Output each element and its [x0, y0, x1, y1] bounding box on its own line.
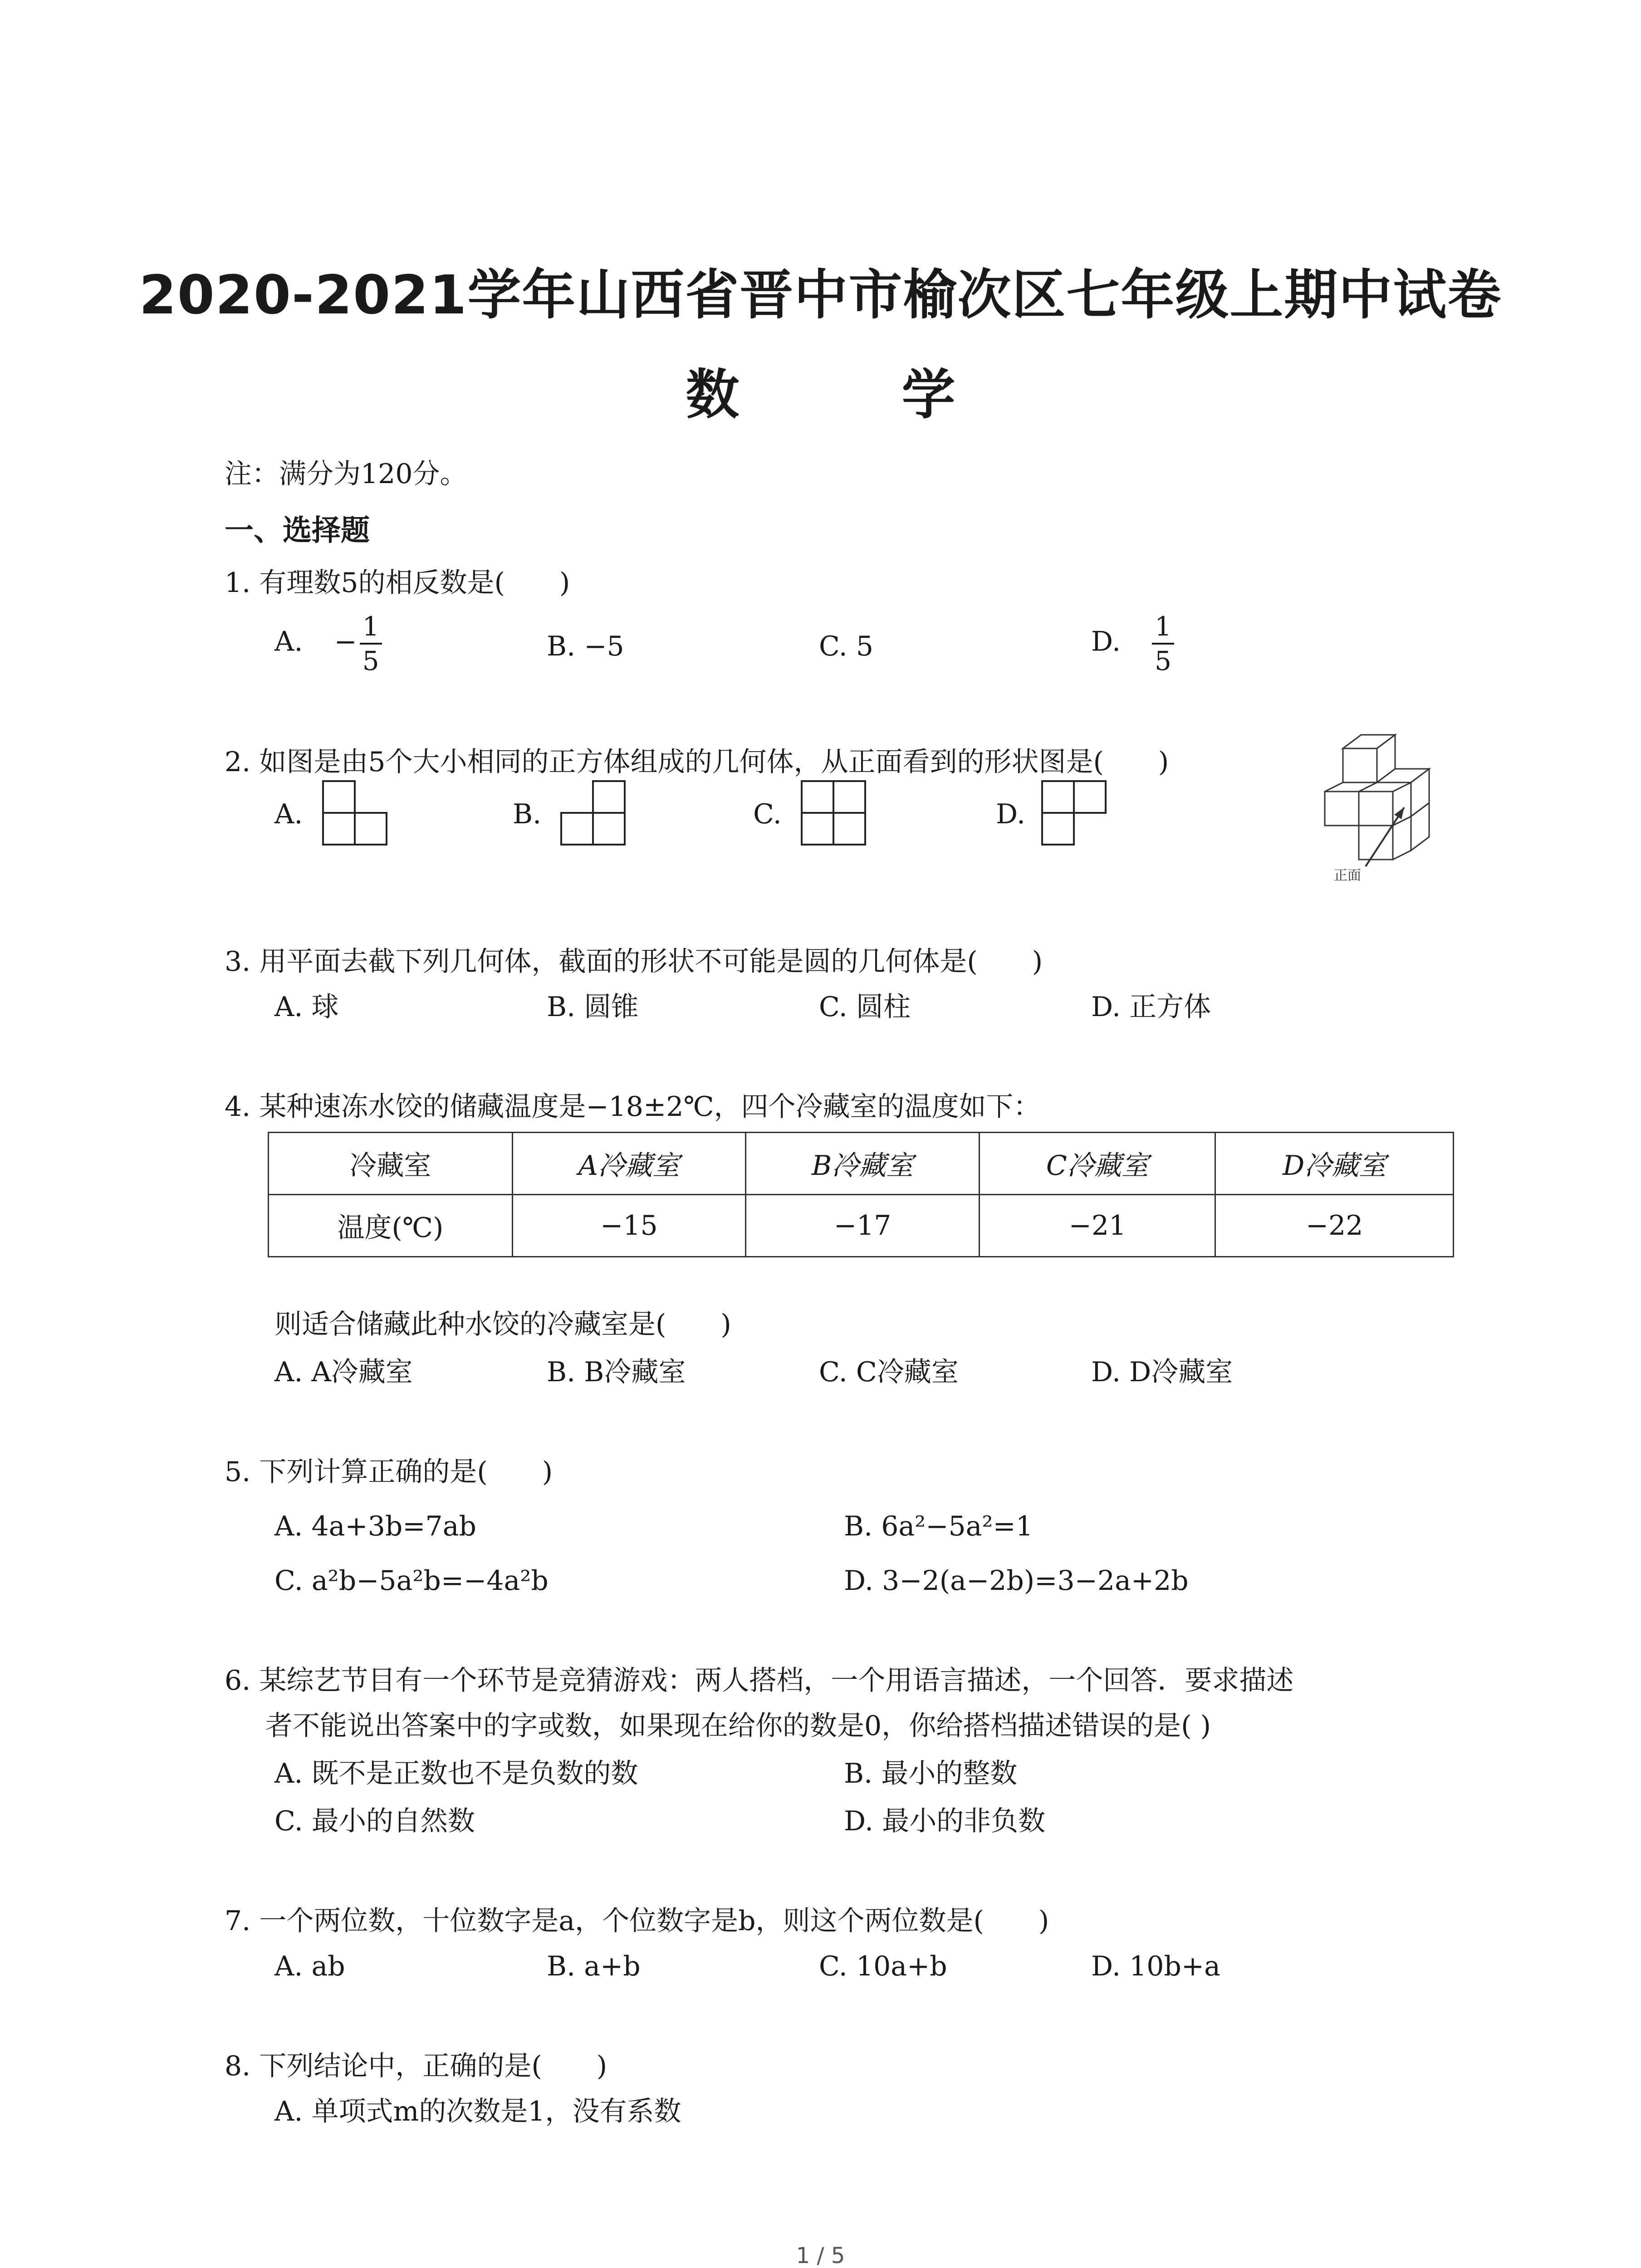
table-cell: 冷藏室: [269, 1133, 513, 1195]
fraction: [360, 610, 382, 677]
table-row: [269, 1195, 1454, 1257]
question-6-stem-line-1: 6. 某综艺节目有一个环节是竞猜游戏：两人搭档，一个用语言描述，一个回答．要求描述: [225, 1665, 1294, 1696]
option-a-view-shape: [322, 780, 390, 848]
question-7-stem: 7. 一个两位数，十位数字是a，个位数字是b，则这个两位数是( ): [225, 1905, 1049, 1937]
page-title: 2020-2021学年山西省晋中市榆次区七年级上期中试卷: [139, 264, 1502, 326]
table-cell: C冷藏室: [980, 1133, 1215, 1195]
question-1-stem: 1. 有理数5的相反数是( ): [225, 567, 570, 599]
table-cell: −21: [980, 1195, 1215, 1257]
question-4-option-c: C. C冷藏室: [819, 1356, 959, 1388]
question-5-option-a: A. 4a+3b=7ab: [274, 1510, 476, 1542]
table-header-row: [269, 1133, 1454, 1195]
cube-solid-figure: [1318, 730, 1463, 885]
question-2-option-a-label: A.: [274, 798, 303, 830]
question-6-option-a: A. 既不是正数也不是负数的数: [274, 1758, 638, 1789]
question-4-option-b: B. B冷藏室: [547, 1356, 686, 1388]
question-3-stem: 3. 用平面去截下列几何体，截面的形状不可能是圆的几何体是( ): [225, 946, 1043, 978]
table-cell: −17: [745, 1195, 980, 1257]
table-cell: −22: [1215, 1195, 1454, 1257]
question-3-option-d: D. 正方体: [1091, 991, 1211, 1023]
question-1-option-a: [274, 610, 382, 677]
question-4-option-d: D. D冷藏室: [1091, 1356, 1233, 1388]
fraction-numerator: 1: [360, 610, 382, 645]
question-7-option-b: B. a+b: [547, 1950, 641, 1982]
question-6-option-b: B. 最小的整数: [844, 1758, 1018, 1789]
question-1-option-d: [1091, 610, 1174, 677]
page-subject: 数 学: [686, 363, 1010, 426]
question-4-stem: 4. 某种速冻水饺的储藏温度是−18±2℃，四个冷藏室的温度如下：: [225, 1091, 1041, 1123]
minus-sign: −: [334, 626, 357, 658]
section-heading: 一、选择题: [225, 514, 370, 547]
option-c-view-shape: [801, 780, 869, 848]
question-4-follow: 则适合储藏此种水饺的冷藏室是( ): [274, 1309, 731, 1340]
question-6-stem-line-2: 者不能说出答案中的字或数，如果现在给你的数是0，你给搭档描述错误的是( ): [265, 1710, 1211, 1742]
question-2-stem: 2. 如图是由5个大小相同的正方体组成的几何体，从正面看到的形状图是( ): [225, 746, 1169, 778]
question-7-option-a: A. ab: [274, 1950, 345, 1982]
question-1-option-b: B. −5: [547, 631, 624, 662]
fraction-numerator: 1: [1152, 610, 1174, 645]
page-number: 1 / 5: [796, 2243, 845, 2268]
fraction-denominator: 5: [1155, 645, 1172, 676]
front-view-label: 正面: [1334, 868, 1361, 884]
option-label: A.: [274, 626, 303, 658]
question-6-option-d: D. 最小的非负数: [844, 1805, 1046, 1837]
option-label: D.: [1091, 626, 1121, 658]
table-cell: B冷藏室: [745, 1133, 980, 1195]
question-8-option-a: A. 单项式m的次数是1，没有系数: [274, 2096, 681, 2127]
question-2-option-d-label: D.: [996, 798, 1026, 830]
question-7-option-c: C. 10a+b: [819, 1950, 947, 1982]
table-cell: 温度(℃): [269, 1195, 513, 1257]
question-3-option-b: B. 圆锥: [547, 991, 639, 1023]
temperature-table: [268, 1132, 1454, 1257]
question-6-option-c: C. 最小的自然数: [274, 1805, 475, 1837]
question-5-option-d: D. 3−2(a−2b)=3−2a+2b: [844, 1565, 1189, 1597]
option-b-view-shape: [560, 780, 628, 848]
question-5-option-c: C. a²b−5a²b=−4a²b: [274, 1565, 549, 1597]
question-4-option-a: A. A冷藏室: [274, 1356, 413, 1388]
question-2-option-c-label: C.: [753, 798, 782, 830]
fraction: [1152, 610, 1174, 677]
question-2-option-b-label: B.: [513, 798, 542, 830]
question-3-option-a: A. 球: [274, 991, 339, 1023]
table-cell: A冷藏室: [512, 1133, 745, 1195]
fraction-denominator: 5: [362, 645, 379, 676]
score-note: 注：满分为120分。: [225, 458, 467, 490]
question-8-stem: 8. 下列结论中，正确的是( ): [225, 2050, 607, 2082]
table-cell: D冷藏室: [1215, 1133, 1454, 1195]
question-3-option-c: C. 圆柱: [819, 991, 911, 1023]
question-1-option-c: C. 5: [819, 631, 874, 662]
question-5-option-b: B. 6a²−5a²=1: [844, 1510, 1033, 1542]
question-7-option-d: D. 10b+a: [1091, 1950, 1220, 1982]
option-d-view-shape: [1041, 780, 1109, 848]
table-cell: −15: [512, 1195, 745, 1257]
question-5-stem: 5. 下列计算正确的是( ): [225, 1456, 553, 1488]
